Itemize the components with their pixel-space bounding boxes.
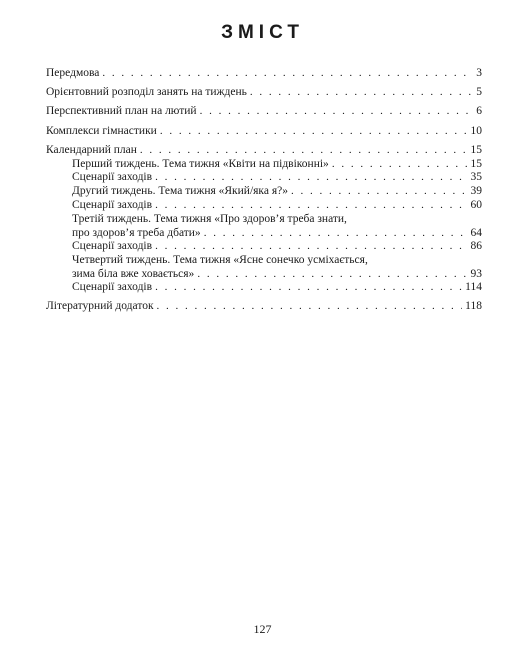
page-title: ЗМІСТ	[221, 22, 304, 43]
toc-entry-label: зима біла вже ховається»	[72, 268, 195, 280]
toc-entry-page: 39	[470, 185, 482, 197]
toc-entry-label: Передмова	[46, 67, 100, 79]
leader-dots	[200, 104, 474, 118]
leader-dots	[155, 170, 467, 184]
toc-entry-week-4[interactable]	[72, 253, 482, 281]
leader-dots	[332, 157, 468, 171]
toc-entry-page: 6	[476, 105, 482, 117]
toc-entry-label: Сценарії заходів	[72, 281, 153, 293]
toc-entry-label-line-1: Четвертий тиждень. Тема тижня «Ясне сонечко усміхається,	[72, 254, 368, 266]
toc-entry-week-1[interactable]	[72, 157, 482, 171]
toc-entry-scenarios-4[interactable]	[72, 280, 482, 294]
leader-dots	[102, 66, 473, 80]
toc-entry-scenarios-2[interactable]	[72, 198, 482, 212]
toc-entry-label: Сценарії заходів	[72, 199, 153, 211]
leader-dots	[250, 85, 473, 99]
toc-entry-scenarios-3[interactable]	[72, 239, 482, 253]
leader-dots	[140, 143, 468, 157]
toc-entry-page: 3	[476, 67, 482, 79]
toc-entry-page: 93	[470, 268, 482, 280]
leader-dots	[157, 299, 463, 313]
leader-dots	[155, 239, 467, 253]
toc-entry-page: 60	[470, 199, 482, 211]
leader-dots	[155, 198, 467, 212]
toc-entry-plan[interactable]	[46, 104, 482, 118]
toc-entry-page: 35	[470, 171, 482, 183]
toc-entry-label: Перспективний план на лютий	[46, 105, 197, 117]
toc-entry-label: про здоров’я треба дбати»	[72, 227, 201, 239]
toc-entry-label: Перший тиждень. Тема тижня «Квіти на підвіконні»	[72, 158, 329, 170]
toc-entry-literary-appendix[interactable]	[46, 299, 482, 313]
leader-dots	[291, 184, 468, 198]
toc-entry-page: 10	[470, 125, 482, 137]
toc-entry-label: Сценарії заходів	[72, 240, 153, 252]
toc-entry-scenarios-1[interactable]	[72, 170, 482, 184]
toc-entry-page: 5	[476, 86, 482, 98]
toc-entry-label: Орієнтовний розподіл занять на тиждень	[46, 86, 247, 98]
toc-entry-label: Сценарії заходів	[72, 171, 153, 183]
toc-entry-label: Другий тиждень. Тема тижня «Який/яка я?»	[72, 185, 288, 197]
toc-entry-calendar[interactable]	[46, 143, 482, 157]
toc-entry-page: 15	[470, 158, 482, 170]
toc-entry-week-2[interactable]	[72, 184, 482, 198]
toc-entry-label-line-1: Третій тиждень. Тема тижня «Про здоров’я треба знати,	[72, 213, 347, 225]
toc-entry-page: 114	[465, 281, 482, 293]
leader-dots	[197, 267, 467, 281]
toc-entry-week-3[interactable]	[72, 212, 482, 240]
page-number: 127	[253, 622, 272, 636]
toc-entry-page: 118	[465, 300, 482, 312]
toc-entry-schedule[interactable]	[46, 85, 482, 99]
toc-entry-page: 15	[470, 144, 482, 156]
toc-entry-gymnastics[interactable]	[46, 124, 482, 138]
toc-entry-page: 86	[470, 240, 482, 252]
leader-dots	[155, 280, 462, 294]
toc-entry-page: 64	[470, 227, 482, 239]
toc-entry-label: Комплекси гімнастики	[46, 125, 157, 137]
leader-dots	[160, 124, 468, 138]
toc-entry-label: Календарний план	[46, 144, 137, 156]
toc-entry-label: Літературний додаток	[46, 300, 154, 312]
leader-dots	[204, 226, 468, 240]
toc-entry-preface[interactable]	[46, 66, 482, 80]
